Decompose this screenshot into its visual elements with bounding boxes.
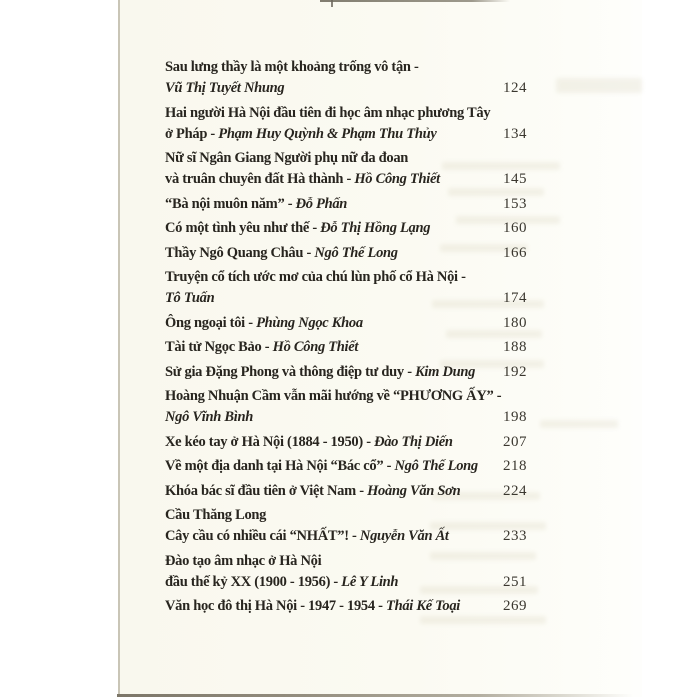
author-name: Ngô Vĩnh Bình (165, 409, 253, 425)
page-number: 224 (503, 482, 527, 499)
author-name: Ngô Thế Long (394, 458, 478, 474)
title-text: Sử gia Đặng Phong và thông điệp tư duy - (165, 363, 416, 380)
author-name: Ngô Thế Long (314, 244, 398, 261)
author-name: Đỗ Thị Hồng Lạng (320, 220, 431, 236)
toc-entry-title-line (165, 103, 495, 124)
author-name: Phùng Ngọc Khoa (256, 314, 363, 331)
author-name: Thái Kế Toại (386, 598, 461, 614)
toc-entry (165, 194, 527, 215)
title-text: ở Pháp - (165, 125, 219, 142)
toc-entry-title (165, 148, 495, 190)
title-text: Hoàng Nhuận Cầm vẫn mãi hướng về “PHƯƠNG ẤY” - (165, 388, 502, 404)
author-name: Đỗ Phấn (295, 195, 348, 212)
title-text: Đào tạo âm nhạc ở Hà Nội (165, 552, 322, 569)
toc-entry (165, 148, 527, 190)
title-text: Cây cầu có nhiều cái “NHẤT”! - (165, 528, 360, 544)
title-text: và truân chuyên đất Hà thành - (165, 171, 355, 187)
toc-entry (165, 505, 527, 547)
page-number: 192 (503, 363, 527, 380)
toc-entry (165, 481, 527, 502)
toc-entry-title (165, 57, 495, 99)
page-number: 145 (503, 171, 527, 187)
toc-entry (165, 456, 527, 477)
page-bottom-edge (117, 694, 633, 697)
toc-entry-title-line (165, 288, 495, 309)
toc-entry-title-line (165, 169, 495, 190)
toc-entry (165, 313, 527, 334)
toc-entry-title-line (165, 432, 495, 453)
author-name: Kim Dung (415, 363, 476, 380)
toc-entry-title (165, 362, 495, 383)
toc-entry-title-line (165, 407, 495, 428)
page-number: 180 (503, 314, 527, 331)
toc-entry-title (165, 194, 495, 215)
title-text: Nữ sĩ Ngân Giang Người phụ nữ đa đoan (165, 150, 409, 166)
page-number: 207 (503, 433, 527, 450)
author-name: Tô Tuấn (165, 290, 215, 306)
toc-entry (165, 267, 527, 309)
title-text: Hai người Hà Nội đầu tiên đi học âm nhạc phương Tây (165, 104, 491, 121)
title-text: đầu thế kỷ XX (1900 - 1956) - (165, 573, 342, 590)
toc-entry-title (165, 103, 495, 145)
page-number: 160 (503, 220, 527, 236)
toc-entry-title-line (165, 57, 495, 78)
title-text: Sau lưng thầy là một khoảng trống vô tận - (165, 59, 419, 75)
page-number: 124 (503, 80, 527, 96)
toc-entry-title-line (165, 78, 495, 99)
toc-entry-title-line (165, 362, 495, 383)
page-number: 188 (503, 339, 527, 355)
toc-entry-title-line (165, 148, 495, 169)
page-top-edge (320, 0, 510, 2)
toc-entry-title-line (165, 526, 495, 547)
toc-entry-title-line (165, 243, 495, 264)
toc-entry-title-line (165, 456, 495, 477)
author-name: Đào Thị Diến (374, 433, 453, 450)
toc-entry-title (165, 551, 495, 593)
toc-entry-title-line (165, 505, 495, 526)
toc-entry-title (165, 267, 495, 309)
page-number: 251 (503, 573, 527, 590)
toc-entry (165, 243, 527, 264)
toc-entry-title-line (165, 572, 495, 593)
toc-entry-title (165, 218, 495, 239)
toc-entry-title (165, 386, 502, 428)
toc-entry-title (165, 337, 495, 358)
author-name: Hồ Công Thiết (272, 339, 359, 355)
title-text: Khóa bác sĩ đầu tiên ở Việt Nam - (165, 482, 368, 499)
toc-entry (165, 596, 527, 617)
toc-entry (165, 337, 527, 358)
toc-entry-title-line (165, 596, 495, 617)
toc-entry (165, 386, 527, 428)
toc-list (165, 57, 527, 621)
page-number: 166 (503, 244, 527, 261)
toc-entry-title-line (165, 267, 495, 288)
toc-entry-title (165, 456, 495, 477)
title-text: Văn học đô thị Hà Nội - 1947 - 1954 - (165, 598, 387, 614)
title-text: Xe kéo tay ở Hà Nội (1884 - 1950) - (165, 433, 375, 450)
toc-entry-title-line (165, 337, 495, 358)
page-number: 134 (503, 125, 527, 142)
title-text: Truyện cổ tích ước mơ của chú lùn phố cổ Hà Nội - (165, 269, 466, 285)
toc-entry-title (165, 243, 495, 264)
title-text: Thầy Ngô Quang Châu - (165, 244, 315, 261)
author-name: Hoàng Văn Sơn (367, 482, 461, 499)
toc-entry-title-line (165, 194, 495, 215)
toc-entry (165, 103, 527, 145)
toc-entry-title-line (165, 124, 495, 145)
page-number: 174 (503, 290, 527, 306)
author-name: Hồ Công Thiết (354, 171, 440, 187)
author-name: Vũ Thị Tuyết Nhung (165, 80, 285, 96)
author-name: Phạm Huy Quỳnh & Phạm Thu Thủy (218, 125, 437, 142)
title-text: Tài tử Ngọc Bảo - (165, 339, 273, 355)
toc-entry-title-line (165, 218, 495, 239)
author-name: Nguyễn Văn Ất (359, 528, 449, 544)
title-text: “Bà nội muôn năm” - (165, 195, 296, 212)
toc-entry (165, 432, 527, 453)
page-number: 269 (503, 598, 527, 614)
toc-entry (165, 551, 527, 593)
toc-entry-title-line (165, 551, 495, 572)
page-number: 218 (503, 458, 527, 474)
page-number: 198 (503, 409, 527, 425)
toc-entry-title-line (165, 481, 495, 502)
page-number: 153 (503, 195, 527, 212)
toc-entry-title-line (165, 313, 495, 334)
title-text: Có một tình yêu như thế - (165, 220, 321, 236)
toc-entry-title (165, 432, 495, 453)
page-number: 233 (503, 528, 527, 544)
toc-entry (165, 218, 527, 239)
toc-entry-title (165, 505, 495, 547)
toc-entry-title (165, 481, 495, 502)
toc-entry-title (165, 313, 495, 334)
title-text: Ông ngoại tôi - (165, 314, 257, 331)
toc-entry-title-line (165, 386, 502, 407)
title-text: Cầu Thăng Long (165, 507, 267, 523)
page-top-edge-tick (331, 0, 333, 7)
toc-entry (165, 362, 527, 383)
toc-entry (165, 57, 527, 99)
toc-entry-title (165, 596, 495, 617)
title-text: Về một địa danh tại Hà Nội “Bác cổ” - (165, 458, 395, 474)
author-name: Lê Y Linh (341, 573, 399, 590)
